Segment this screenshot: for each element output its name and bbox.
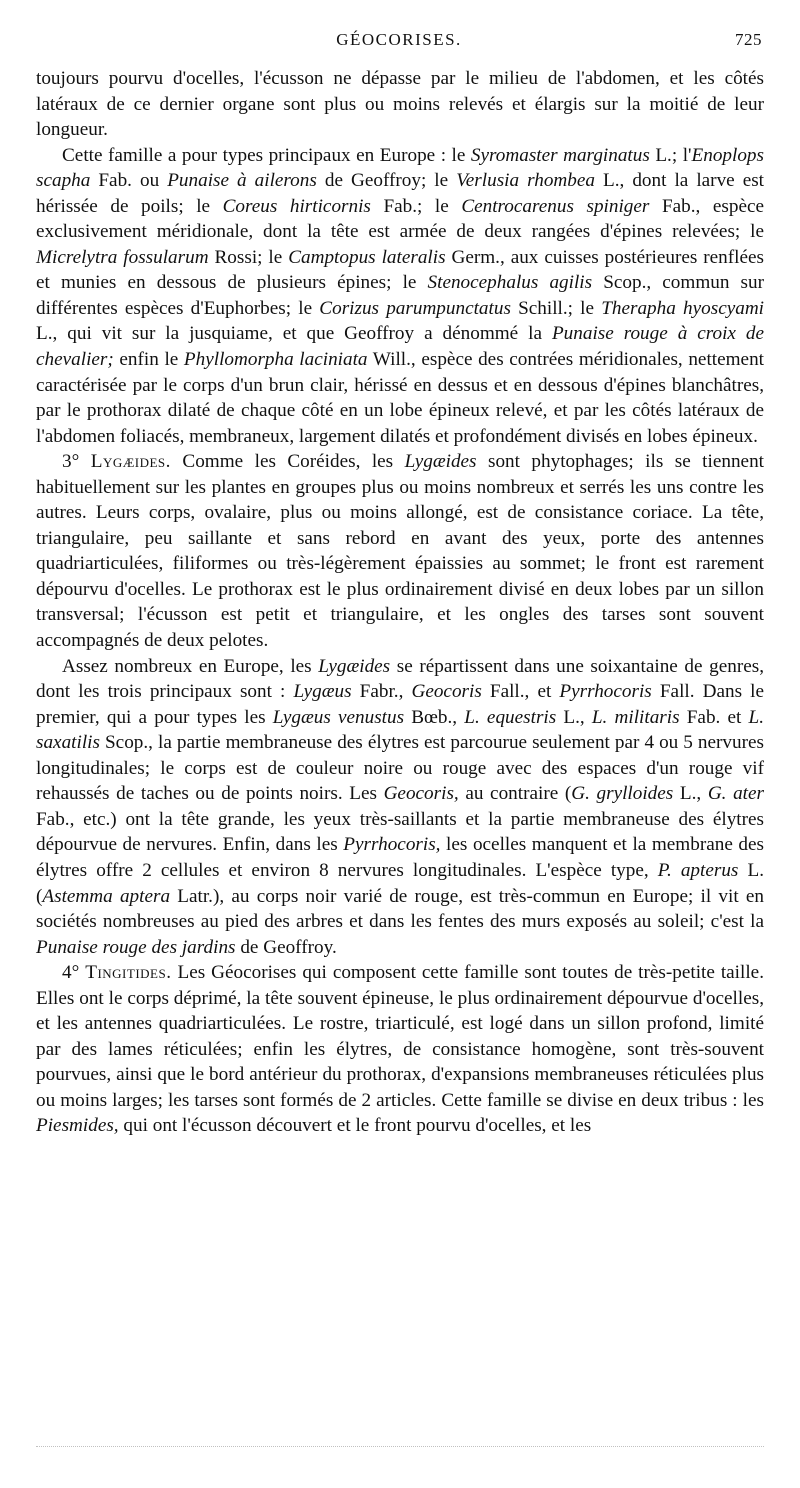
text-run: L.; l': [649, 144, 692, 166]
italic-term: G. ater: [707, 783, 764, 805]
text-run: enfin le: [113, 349, 184, 371]
text-run: Schill.; le: [510, 297, 602, 319]
text-run: Fab., etc.) ont la tête grande, les yeux très-saillants et la partie membraneuse des élytres dépourvue de nervures. Enfin, dans les: [36, 808, 764, 856]
text-run: Cette famille a pour types principaux en Europe : le: [62, 144, 471, 166]
text-run: Fab.; le: [370, 195, 462, 217]
text-run: L.,: [673, 783, 708, 805]
text-run: L. (: [36, 859, 764, 907]
italic-term: Piesmides,: [36, 1115, 119, 1137]
text-run: les ocelles manquent et la membrane des élytres offre 2 cellules et environ 8 nervures longitudinales. L'espèce type,: [36, 834, 764, 881]
text-run: L., qui vit sur la jusquiame, et que Geoffroy a dénommé la: [36, 323, 552, 345]
text-run: 3°: [62, 451, 91, 473]
italic-term: Lygæides: [318, 655, 391, 677]
section-heading: Lygæides.: [90, 451, 171, 473]
running-title: GÉOCORISES.: [336, 30, 462, 49]
paragraph: [36, 960, 764, 1139]
text-run: Fall. Dans le premier, qui a pour types les: [36, 681, 764, 728]
page-number: 725: [735, 30, 762, 49]
italic-term: L. saxatilis: [36, 706, 764, 754]
italic-term: Centrocarenus spiniger: [461, 195, 650, 217]
italic-term: Punaise rouge des jardins: [36, 936, 236, 958]
text-run: de Geoffroy.: [235, 936, 337, 958]
italic-term: Lygæus venustus: [272, 706, 405, 728]
text-run: Scop., commun sur différentes espèces d'Euphorbes; le: [36, 272, 764, 319]
italic-term: Geocoris: [411, 681, 482, 703]
paragraph: [36, 66, 764, 143]
text-run: sont phytophages; ils se tiennent habituellement sur les plantes en groupes plus ou moins nombreux et serrés les uns contre les autres. Leurs corps, ovalaire, plus ou moins allongé, est de consistance coriace. La tête, triangulaire, peu saillante et sans rebord en avant des yeux, porte des antennes quadriarticulées, filiformes ou très-légèrement épaissies au sommet; le front est rarement dépourvu d'ocelles. Le prothorax est le plus ordinairement divisé en deux lobes par un sillon transversal; l'écusson est petit et triangulaire, et les ongles des tarses sont souvent accompagnés de deux pelotes.: [36, 451, 764, 652]
text-run: Fabr.,: [351, 681, 412, 703]
footer-rule: [36, 1446, 764, 1447]
italic-term: Syromaster marginatus: [470, 144, 650, 166]
section-heading: Tingitides.: [85, 962, 172, 984]
text-run: au contraire (: [458, 783, 572, 805]
text-run: Fab. et: [679, 706, 749, 728]
text-run: Assez nombreux en Europe, les: [62, 655, 319, 677]
text-run: L., dont la larve est hérissée de poils; le: [36, 170, 765, 217]
paragraph: [36, 143, 764, 450]
italic-term: P. apterus: [657, 859, 739, 881]
italic-term: Phyllomorpha laciniata: [183, 349, 368, 371]
text-run: Fab., espèce exclusivement méridionale, dont la tête est armée de deux rangées d'épines relevées; le: [36, 195, 764, 243]
text-run: Fall., et: [481, 681, 560, 703]
italic-term: Astemma aptera: [42, 885, 171, 907]
running-head: [36, 30, 762, 60]
text-run: L.,: [556, 706, 592, 728]
italic-term: L. equestris: [464, 706, 557, 728]
text-run: Les Géocorises qui composent cette famille sont toutes de très-petite taille. Elles ont le corps déprimé, la tête souvent épineuse, le plus ordinairement dépourvue d'ocelles, et les antennes quadriarticulées. Le rostre, triarticulé, est logé dans un sillon profond, limité par des lames réticulées; enfin les élytres, de consistance homogène, sont très-souvent pourvues, ainsi que le bord antérieur du prothorax, d'expansions membraneuses réticulées plus ou moins larges; les tarses sont formés de 2 articles. Cette famille se divise en deux tribus : les: [36, 962, 764, 1111]
text-run: Will., espèce des contrées méridionales, nettement caractérisée par le corps d'un brun clair, hérissé en dessus et en dessous d'épines blanchâtres, par le prothorax dilaté de chaque côté en un lobe épineux relevé, et par les côtés latéraux de l'abdomen foliacés, membraneux, largement dilatés et profondément divisés en lobes épineux.: [36, 349, 764, 447]
text-run: Germ., aux cuisses postérieures renflées et munies en dessous de plusieurs épines; le: [36, 246, 764, 294]
text-run: Comme les Coréides, les: [170, 451, 405, 473]
italic-term: Punaise à ailerons: [167, 170, 317, 192]
italic-term: Geocoris,: [383, 783, 459, 805]
paragraph: [36, 654, 764, 961]
text-run: Bœb.,: [404, 706, 465, 728]
text-run: qui ont l'écusson découvert et le front pourvu d'ocelles, et les: [118, 1115, 592, 1137]
text-run: se répartissent dans une soixantaine de genres, dont les trois principaux sont :: [36, 655, 764, 703]
italic-term: Therapha hyoscyami: [601, 297, 765, 319]
text-run: de Geoffroy; le: [316, 170, 457, 192]
text-run: Rossi; le: [208, 246, 289, 268]
italic-term: Punaise rouge à croix de chevalier;: [36, 323, 764, 371]
italic-term: G. grylloides: [571, 783, 674, 805]
italic-term: L. militaris: [591, 706, 680, 728]
italic-term: Stenocephalus agilis: [427, 272, 593, 294]
text-run: Fab. ou: [90, 170, 168, 192]
italic-term: Lygæus: [293, 681, 352, 703]
paragraph: [36, 449, 764, 653]
italic-term: Enoplops scapha: [36, 144, 764, 192]
italic-term: Micrelytra fossularum: [36, 246, 209, 268]
text-run: toujours pourvu d'ocelles, l'écusson ne dépasse par le milieu de l'abdomen, et les côtés latéraux de ce dernier organe sont plus ou moins relevés et élargis sur la moitié de leur longueur.: [36, 68, 764, 141]
body-text: [36, 66, 764, 1139]
italic-term: Camptopus lateralis: [288, 246, 446, 268]
italic-term: Corizus parumpunctatus: [319, 297, 511, 319]
italic-term: Coreus hirticornis: [222, 195, 371, 217]
text-run: 4°: [62, 962, 86, 984]
italic-term: Lygæides: [404, 451, 477, 473]
italic-term: Pyrrhocoris: [559, 681, 652, 703]
text-run: Latr.), au corps noir varié de rouge, est très-commun en Europe; il vit en sociétés nombreuses au pied des arbres et dans les fentes des murs exposés au soleil; c'est la: [36, 885, 765, 933]
text-run: Scop., la partie membraneuse des élytres est parcourue seulement par 4 ou 5 nervures longitudinales; le corps est de couleur noire ou rouge avec des espaces d'un rouge vif rehaussés de taches ou de points noirs. Les: [36, 732, 764, 805]
italic-term: Pyrrhocoris,: [343, 834, 441, 856]
italic-term: Verlusia rhombea: [456, 170, 595, 192]
